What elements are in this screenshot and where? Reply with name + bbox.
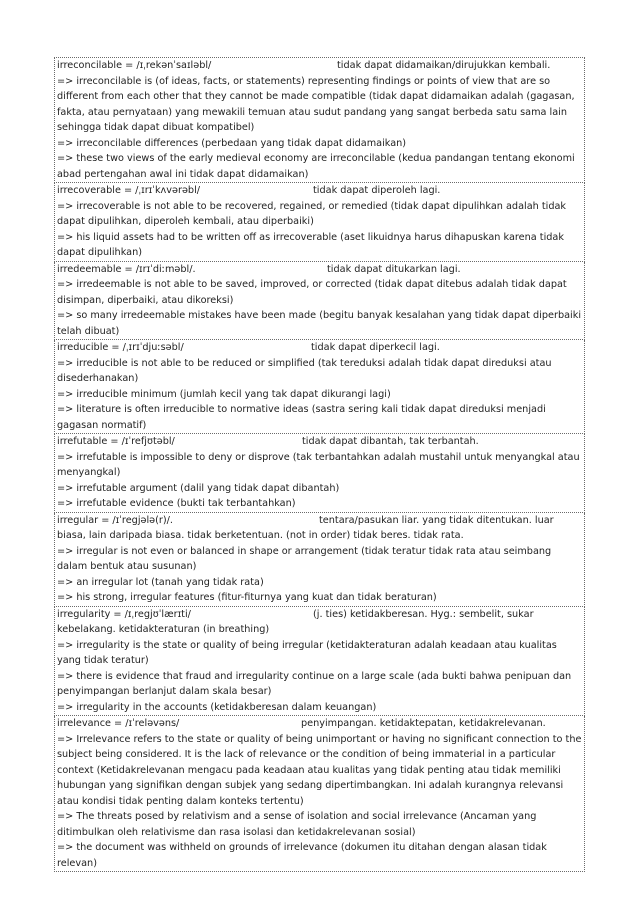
entry-line: => irreconcilable differences (perbedaan yang tidak dapat didamaikan) bbox=[57, 137, 407, 149]
entry-headline bbox=[57, 340, 582, 356]
entry-definition: tidak dapat diperoleh lagi. bbox=[313, 185, 441, 196]
entry-line: => The threats posed by relativism and a sense of isolation and social irrelevance (Ancaman yang ditimbulkan oleh relativisme dan rasa isolasi dan ketidakrelevanan sosial) bbox=[57, 811, 537, 838]
entry-term: irredeemable = /ɪrɪˈdiːməbl/. bbox=[57, 263, 196, 275]
entry-definition: tidak dapat didamaikan/dirujukkan kembali. bbox=[337, 60, 551, 71]
entry-line: => his strong, irregular features (fitur-fiturnya yang kuat dan tidak beraturan) bbox=[57, 592, 437, 603]
entry-term: irregular = /ɪˈregjələ(r)/. bbox=[57, 514, 174, 526]
entry-headline bbox=[57, 607, 582, 623]
entry-line: => irrefutable is impossible to deny or disprove (tak terbantahkan adalah mustahil untuk menyangkal atau menyangkal) bbox=[57, 451, 580, 478]
entry-definition: tidak dapat diperkecil lagi. bbox=[311, 342, 440, 353]
entry-term: irrecoverable = /ˌɪrɪˈkʌvərəbl/ bbox=[57, 185, 201, 196]
dictionary-entry bbox=[54, 716, 585, 872]
entry-line: => literature is often irreducible to normative ideas (sastra sering kali tidak dapat direduksi menjadi gagasan normatif) bbox=[57, 404, 546, 431]
dictionary-entry bbox=[54, 340, 585, 434]
entry-headline bbox=[57, 513, 582, 529]
entry-headline bbox=[57, 716, 582, 732]
entry-definition: tentara/pasukan liar. yang tidak ditentukan. luar bbox=[319, 514, 554, 526]
entry-line: => irreconcilable is (of ideas, facts, or statements) representing findings or points of view that are so different from each other that they cannot be made compatible (tidak dapat didamaikan adalah (gagasan, fakta, atau pernyataan) yang mewakili temuan atau sudut pandang yang sangat berbeda satu sama lain sehingga tidak dapat dibuat kompatibel) bbox=[57, 75, 575, 133]
entry-line: => an irregular lot (tanah yang tidak rata) bbox=[57, 576, 264, 588]
entry-line: biasa, lain daripada biasa. tidak berketentuan. (not in order) tidak beres. tidak rata. bbox=[57, 530, 464, 541]
entry-line: => irregularity in the accounts (ketidakberesan dalam keuangan) bbox=[57, 701, 377, 713]
entry-line: => the document was withheld on grounds of irrelevance (dokumen itu ditahan dengan alasan tidak relevan) bbox=[57, 842, 547, 869]
dictionary-entry bbox=[54, 513, 585, 607]
dictionary-entry bbox=[54, 183, 585, 262]
entry-line: => so many irredeemable mistakes have been made (begitu banyak kesalahan yang tidak dapat diperbaiki telah dibuat) bbox=[57, 310, 582, 337]
dictionary-document bbox=[54, 57, 585, 872]
entry-line: => irregular is not even or balanced in shape or arrangement (tidak teratur tidak rata atau seimbang dalam bentuk atau susunan) bbox=[57, 545, 552, 572]
entry-line: kebelakang. ketidakteraturan (in breathing) bbox=[57, 624, 270, 635]
entry-headline bbox=[57, 434, 582, 450]
entry-headline bbox=[57, 183, 582, 199]
entry-term: irregularity = /ɪˌregjʊˈlærɪti/ bbox=[57, 608, 191, 620]
entry-line: => these two views of the early medieval economy are irreconcilable (kedua pandangan tentang ekonomi abad pertengahan awal ini tidak dapat didamaikan) bbox=[57, 153, 575, 180]
dictionary-entry bbox=[54, 57, 585, 183]
entry-headline bbox=[57, 262, 582, 278]
entry-line: => there is evidence that fraud and irregularity continue on a large scale (ada bukti bahwa penipuan dan penyimpangan berlanjut dalam skala besar) bbox=[57, 670, 572, 697]
entry-line: => Irrelevance refers to the state or quality of being unimportant or having no significant connection to the subject being considered. It is the lack of relevance or the condition of being immaterial in a particular context (Ketidakrelevanan mengacu pada keadaan atau kualitas yang tidak penting atau tidak memiliki hubungan yang signifikan dengan subjek yang sedang dipertimbangkan. Ini adalah kurangnya relevansi atau kondisi tidak penting dalam konteks tertentu) bbox=[57, 733, 582, 807]
entry-line: => irreducible minimum (jumlah kecil yang tak dapat dikurangi lagi) bbox=[57, 388, 391, 400]
entry-definition: tidak dapat dibantah, tak terbantah. bbox=[302, 436, 479, 447]
dictionary-entry bbox=[54, 262, 585, 341]
entry-definition: penyimpangan. ketidaktepatan, ketidakrelevanan. bbox=[301, 718, 546, 729]
entry-line: => irrefutable evidence (bukti tak terbantahkan) bbox=[57, 498, 296, 509]
entry-line: => irrecoverable is not able to be recovered, regained, or remedied (tidak dapat dipulihkan adalah tidak dapat dipulihkan, diperoleh kembali, atau diperbaiki) bbox=[57, 200, 567, 227]
entry-definition: (j. ties) ketidakberesan. Hyg.: sembelit, sukar bbox=[313, 608, 534, 620]
entry-definition: tidak dapat ditukarkan lagi. bbox=[327, 263, 461, 275]
dictionary-entry bbox=[54, 434, 585, 513]
entry-headline bbox=[57, 58, 582, 74]
entry-line: => irredeemable is not able to be saved, improved, or corrected (tidak dapat ditebus adalah tidak dapat disimpan, diperbaiki, atau dikoreksi) bbox=[57, 279, 567, 306]
entry-term: irrelevance = /ɪˈreləvəns/ bbox=[57, 718, 180, 729]
entry-term: irreconcilable = /ɪˌrekənˈsaɪləbl/ bbox=[57, 60, 212, 71]
dictionary-entry bbox=[54, 607, 585, 717]
entry-term: irrefutable = /ɪˈrefjʊtəbl/ bbox=[57, 436, 175, 447]
entry-line: => irreducible is not able to be reduced or simplified (tak tereduksi adalah tidak dapat direduksi atau disederhanakan) bbox=[57, 357, 552, 384]
entry-line: => his liquid assets had to be written off as irrecoverable (aset likuidnya harus dihapuskan karena tidak dapat dipulihkan) bbox=[57, 231, 564, 258]
entry-line: => irrefutable argument (dalil yang tidak dapat dibantah) bbox=[57, 482, 340, 494]
entry-line: => irregularity is the state or quality of being irregular (ketidakteraturan adalah keadaan atau kualitas yang tidak teratur) bbox=[57, 639, 557, 666]
entry-term: irreducible = /ˌɪrɪˈdjuːsəbl/ bbox=[57, 342, 184, 353]
